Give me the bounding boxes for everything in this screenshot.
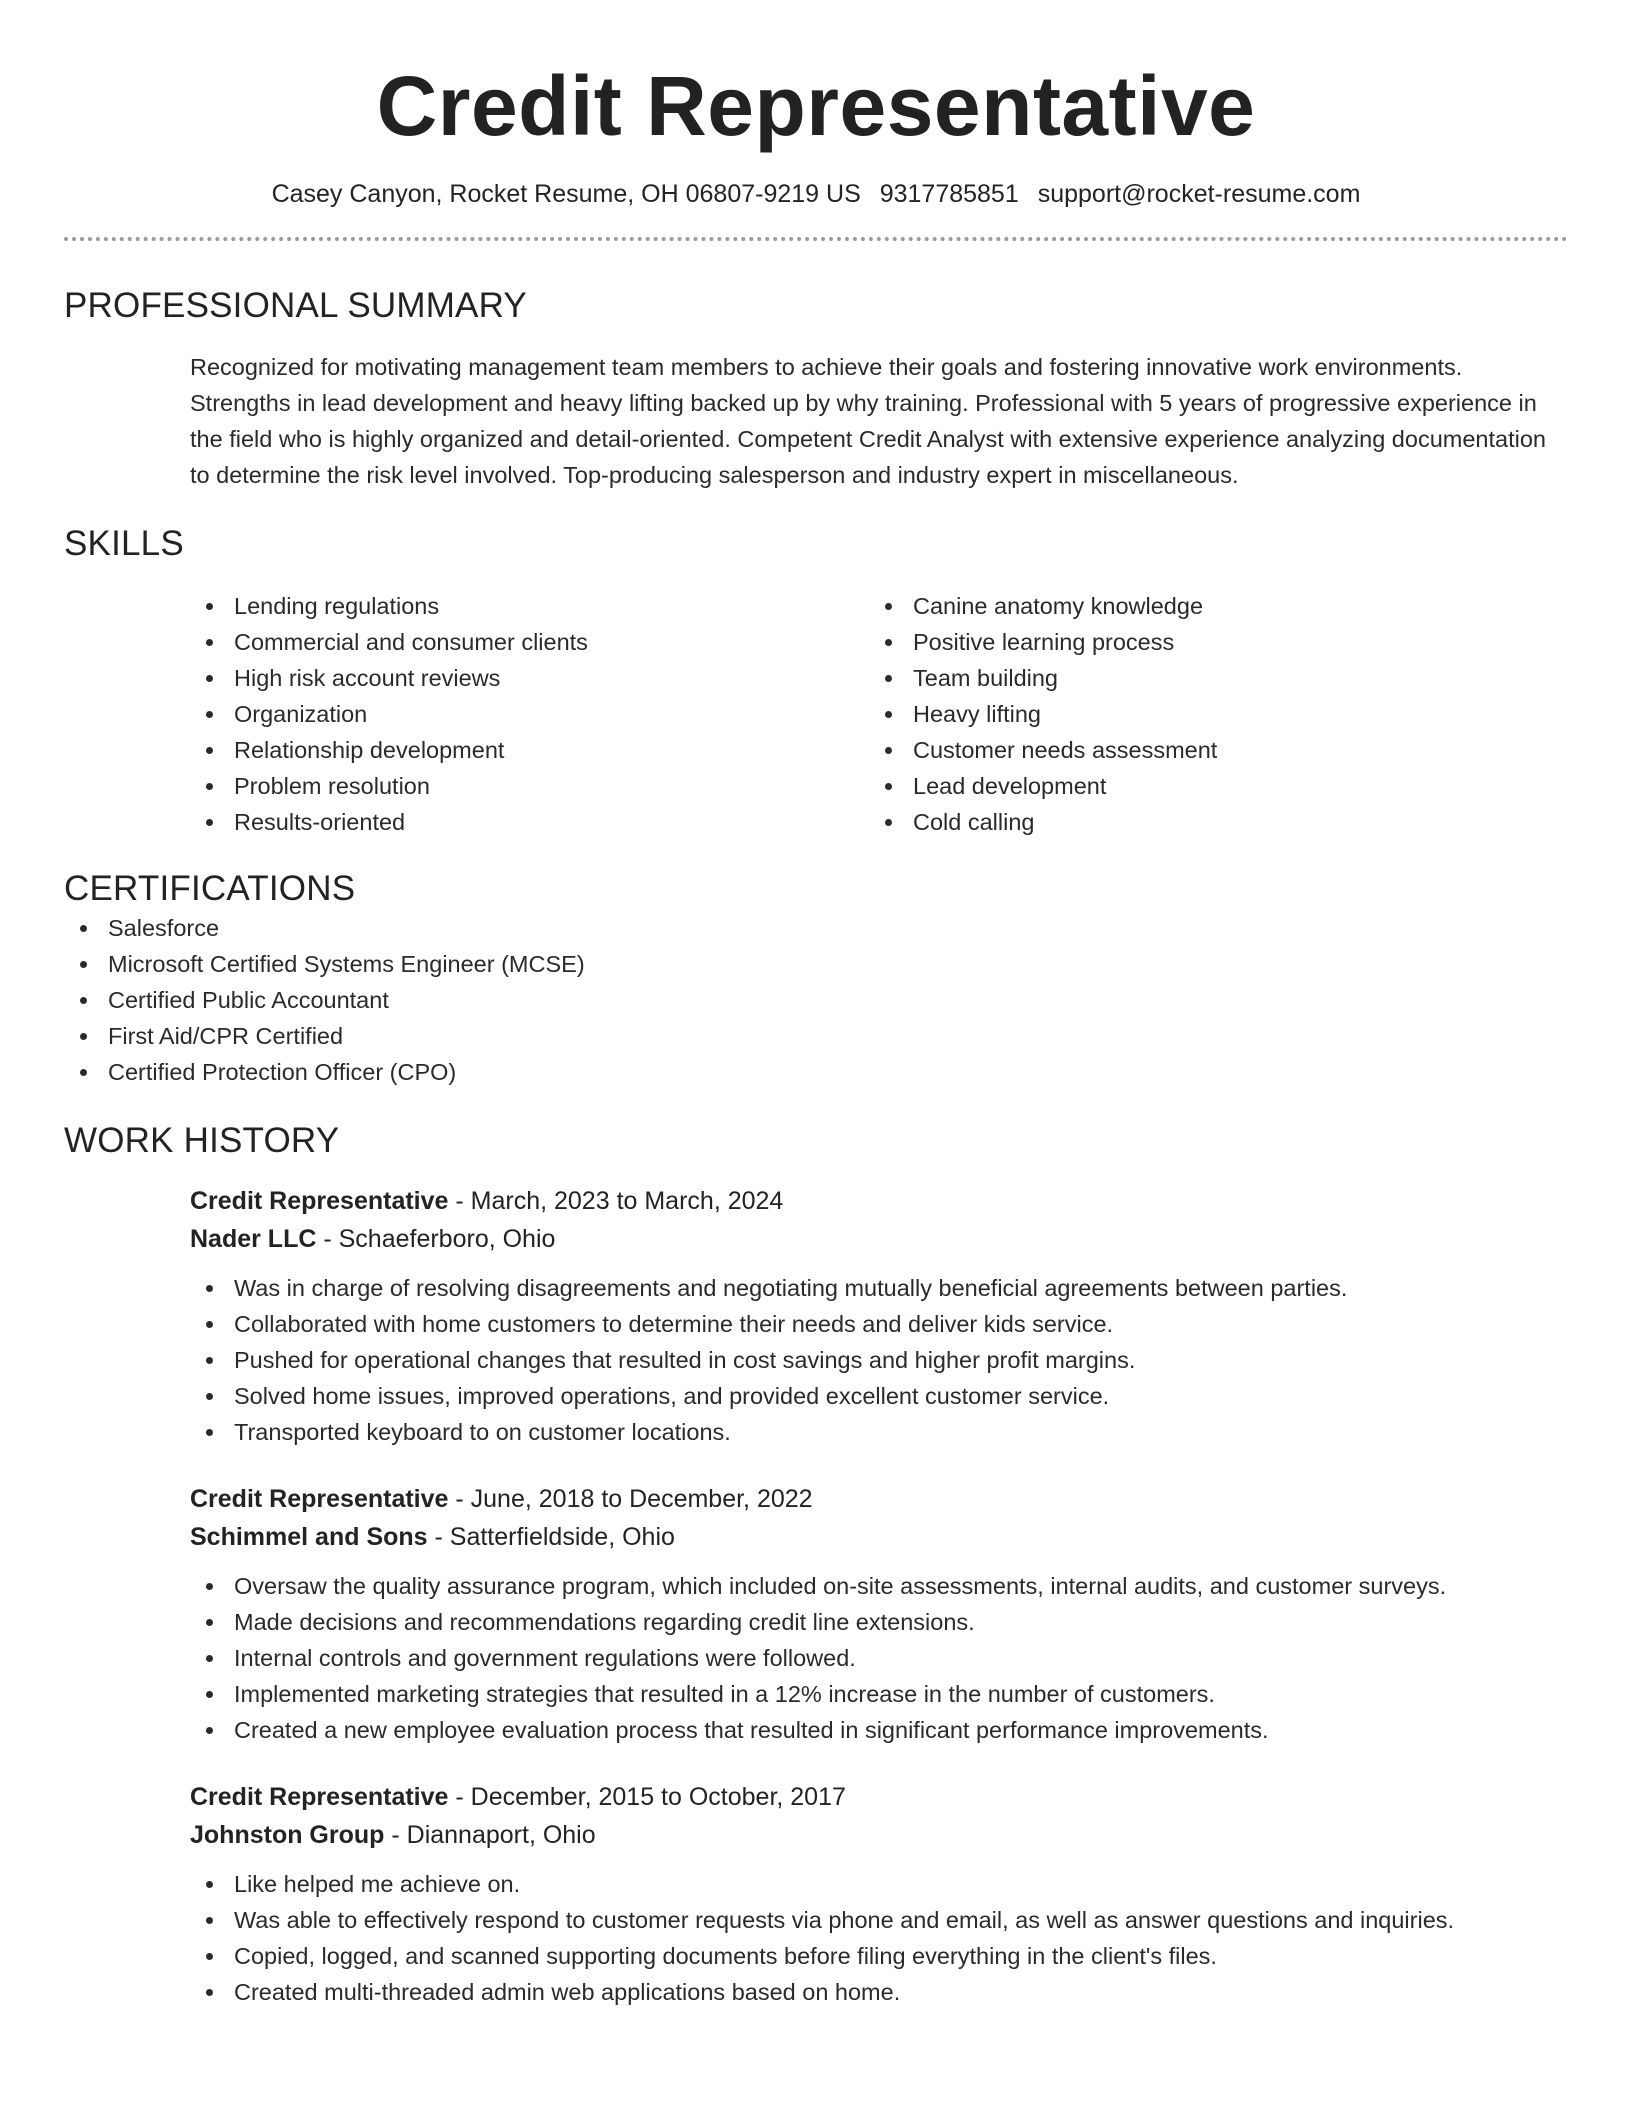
contact-address: Casey Canyon, Rocket Resume, OH 06807-9219 US bbox=[271, 180, 861, 208]
work-history-heading: WORK HISTORY bbox=[64, 1121, 340, 1160]
job-entry bbox=[190, 1182, 1568, 1450]
skills-heading: SKILLS bbox=[64, 524, 184, 563]
job-bullets bbox=[190, 1568, 1568, 1748]
job-bullet: Created a new employee evaluation process that resulted in significant performance improvements. bbox=[190, 1712, 1568, 1748]
header-divider bbox=[64, 237, 1568, 241]
job-company-line bbox=[190, 1816, 1568, 1854]
job-company: Schimmel and Sons bbox=[190, 1523, 428, 1551]
skill-item: Cold calling bbox=[869, 804, 1548, 840]
job-bullet: Internal controls and government regulations were followed. bbox=[190, 1640, 1568, 1676]
job-title-line bbox=[190, 1778, 1568, 1816]
skill-item: Customer needs assessment bbox=[869, 732, 1548, 768]
job-company: Nader LLC bbox=[190, 1225, 317, 1253]
certifications-heading: CERTIFICATIONS bbox=[64, 869, 356, 908]
job-title-line bbox=[190, 1182, 1568, 1220]
certifications-list bbox=[64, 910, 1568, 1090]
skill-item: Canine anatomy knowledge bbox=[869, 588, 1548, 624]
skill-item: Heavy lifting bbox=[869, 696, 1548, 732]
job-bullet: Collaborated with home customers to determine their needs and deliver kids service. bbox=[190, 1306, 1568, 1342]
skill-item: High risk account reviews bbox=[190, 660, 869, 696]
certification-item: Certified Public Accountant bbox=[64, 982, 1568, 1018]
skills-list-left bbox=[190, 588, 869, 840]
job-entry bbox=[190, 1778, 1568, 2010]
job-bullet: Implemented marketing strategies that resulted in a 12% increase in the number of customers. bbox=[190, 1676, 1568, 1712]
certification-item: Certified Protection Officer (CPO) bbox=[64, 1054, 1568, 1090]
summary-text: Recognized for motivating management team members to achieve their goals and fostering innovative work environments. Strengths in lead development and heavy lifting backed up by why training. Professional with 5 years of progressive experience in the field who is highly organized and detail-oriented. Competent Credit Analyst with extensive experience analyzing documentation to determine the risk level involved. Top-producing salesperson and industry expert in miscellaneous. bbox=[190, 354, 1546, 488]
job-bullet: Was in charge of resolving disagreements and negotiating mutually beneficial agreements between parties. bbox=[190, 1270, 1568, 1306]
job-title-line bbox=[190, 1480, 1568, 1518]
certification-item: First Aid/CPR Certified bbox=[64, 1018, 1568, 1054]
skill-item: Organization bbox=[190, 696, 869, 732]
skill-item: Lending regulations bbox=[190, 588, 869, 624]
job-location: - Schaeferboro, Ohio bbox=[316, 1225, 556, 1253]
job-company-line bbox=[190, 1518, 1568, 1556]
skill-item: Lead development bbox=[869, 768, 1548, 804]
skill-item: Commercial and consumer clients bbox=[190, 624, 869, 660]
job-bullet: Made decisions and recommendations regarding credit line extensions. bbox=[190, 1604, 1568, 1640]
job-bullet: Like helped me achieve on. bbox=[190, 1866, 1568, 1902]
skill-item: Positive learning process bbox=[869, 624, 1548, 660]
skill-item: Team building bbox=[869, 660, 1548, 696]
contact-phone: 9317785851 bbox=[879, 180, 1019, 208]
job-location: - Satterfieldside, Ohio bbox=[427, 1523, 675, 1551]
job-bullet: Created multi-threaded admin web applications based on home. bbox=[190, 1974, 1568, 2010]
skills-columns bbox=[190, 588, 1568, 840]
job-dates: - June, 2018 to December, 2022 bbox=[448, 1485, 813, 1513]
job-company-line bbox=[190, 1220, 1568, 1258]
job-bullet: Copied, logged, and scanned supporting documents before filing everything in the client's files. bbox=[190, 1938, 1568, 1974]
skill-item: Relationship development bbox=[190, 732, 869, 768]
job-bullets bbox=[190, 1866, 1568, 2010]
job-bullet: Was able to effectively respond to customer requests via phone and email, as well as answer questions and inquiries. bbox=[190, 1902, 1568, 1938]
job-role: Credit Representative bbox=[190, 1187, 449, 1215]
job-bullet: Transported keyboard to on customer locations. bbox=[190, 1414, 1568, 1450]
skills-list-right bbox=[869, 588, 1548, 840]
certification-item: Microsoft Certified Systems Engineer (MCSE) bbox=[64, 946, 1568, 982]
resume-name-heading: Credit Representative bbox=[376, 59, 1256, 153]
job-entry bbox=[190, 1480, 1568, 1748]
job-location: - Diannaport, Ohio bbox=[384, 1821, 596, 1849]
contact-email[interactable]: support@rocket-resume.com bbox=[1037, 180, 1361, 208]
skill-item: Results-oriented bbox=[190, 804, 869, 840]
job-role: Credit Representative bbox=[190, 1485, 449, 1513]
resume-page bbox=[64, 0, 1568, 2010]
job-dates: - March, 2023 to March, 2024 bbox=[448, 1187, 784, 1215]
certification-item: Salesforce bbox=[64, 910, 1568, 946]
job-bullet: Pushed for operational changes that resulted in cost savings and higher profit margins. bbox=[190, 1342, 1568, 1378]
job-bullet: Oversaw the quality assurance program, which included on-site assessments, internal audits, and customer surveys. bbox=[190, 1568, 1568, 1604]
skill-item: Problem resolution bbox=[190, 768, 869, 804]
job-bullets bbox=[190, 1270, 1568, 1450]
job-company: Johnston Group bbox=[190, 1821, 385, 1849]
job-dates: - December, 2015 to October, 2017 bbox=[448, 1783, 846, 1811]
job-bullet: Solved home issues, improved operations, and provided excellent customer service. bbox=[190, 1378, 1568, 1414]
contact-line bbox=[64, 178, 1568, 210]
summary-heading: PROFESSIONAL SUMMARY bbox=[64, 286, 527, 325]
job-role: Credit Representative bbox=[190, 1783, 449, 1811]
